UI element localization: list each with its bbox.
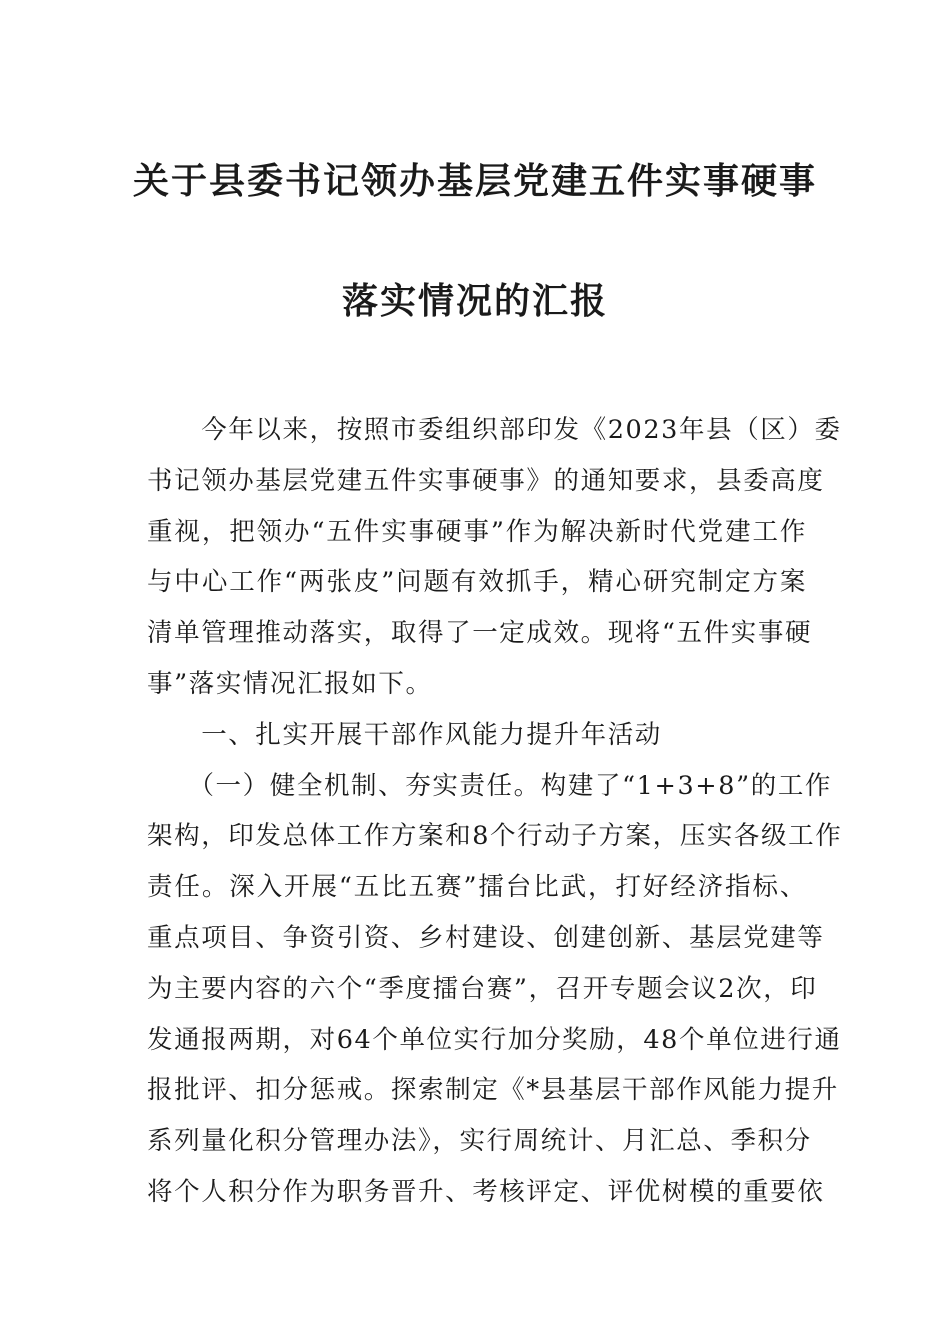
body-line: （一）健全机制、夯实责任。构建了“1+3+8”的工作 (147, 770, 833, 801)
body-line: 重视，把领办“五件实事硬事”作为解决新时代党建工作 (147, 516, 807, 547)
document-title-line-2: 落实情况的汇报 (341, 280, 608, 322)
body-line: 书记领办基层党建五件实事硬事》的通知要求，县委高度 (147, 465, 825, 496)
body-line: 清单管理推动落实，取得了一定成效。现将“五件实事硬 (147, 618, 813, 649)
document-title-line-1: 关于县委书记领办基层党建五件实事硬事 (132, 160, 817, 202)
document-body (147, 405, 843, 1218)
body-line: 发通报两期，对64个单位实行加分奖励，48个单位进行通 (147, 1024, 842, 1055)
section-heading: 一、扎实开展干部作风能力提升年活动 (147, 719, 662, 750)
body-line: 事”落实情况汇报如下。 (147, 668, 433, 699)
body-line: 责任。深入开展“五比五赛”擂台比武，打好经济指标、 (147, 872, 807, 903)
body-line: 报批评、扣分惩戒。探索制定《*县基层干部作风能力提升 (147, 1075, 839, 1106)
body-line: 与中心工作“两张皮”问题有效抓手，精心研究制定方案 (147, 567, 807, 598)
body-line: 架构，印发总体工作方案和8个行动子方案，压实各级工作 (147, 821, 843, 852)
body-line: 系列量化积分管理办法》，实行周统计、月汇总、季积分 (147, 1126, 812, 1157)
body-line: 将个人积分作为职务晋升、考核评定、评优树模的重要依 (147, 1176, 825, 1207)
body-line: 重点项目、争资引资、乡村建设、创建创新、基层党建等 (147, 922, 825, 953)
body-line: 为主要内容的六个“季度擂台赛”，召开专题会议2次，印 (147, 973, 818, 1004)
body-line: 今年以来，按照市委组织部印发《2023年县（区）委 (147, 415, 842, 445)
